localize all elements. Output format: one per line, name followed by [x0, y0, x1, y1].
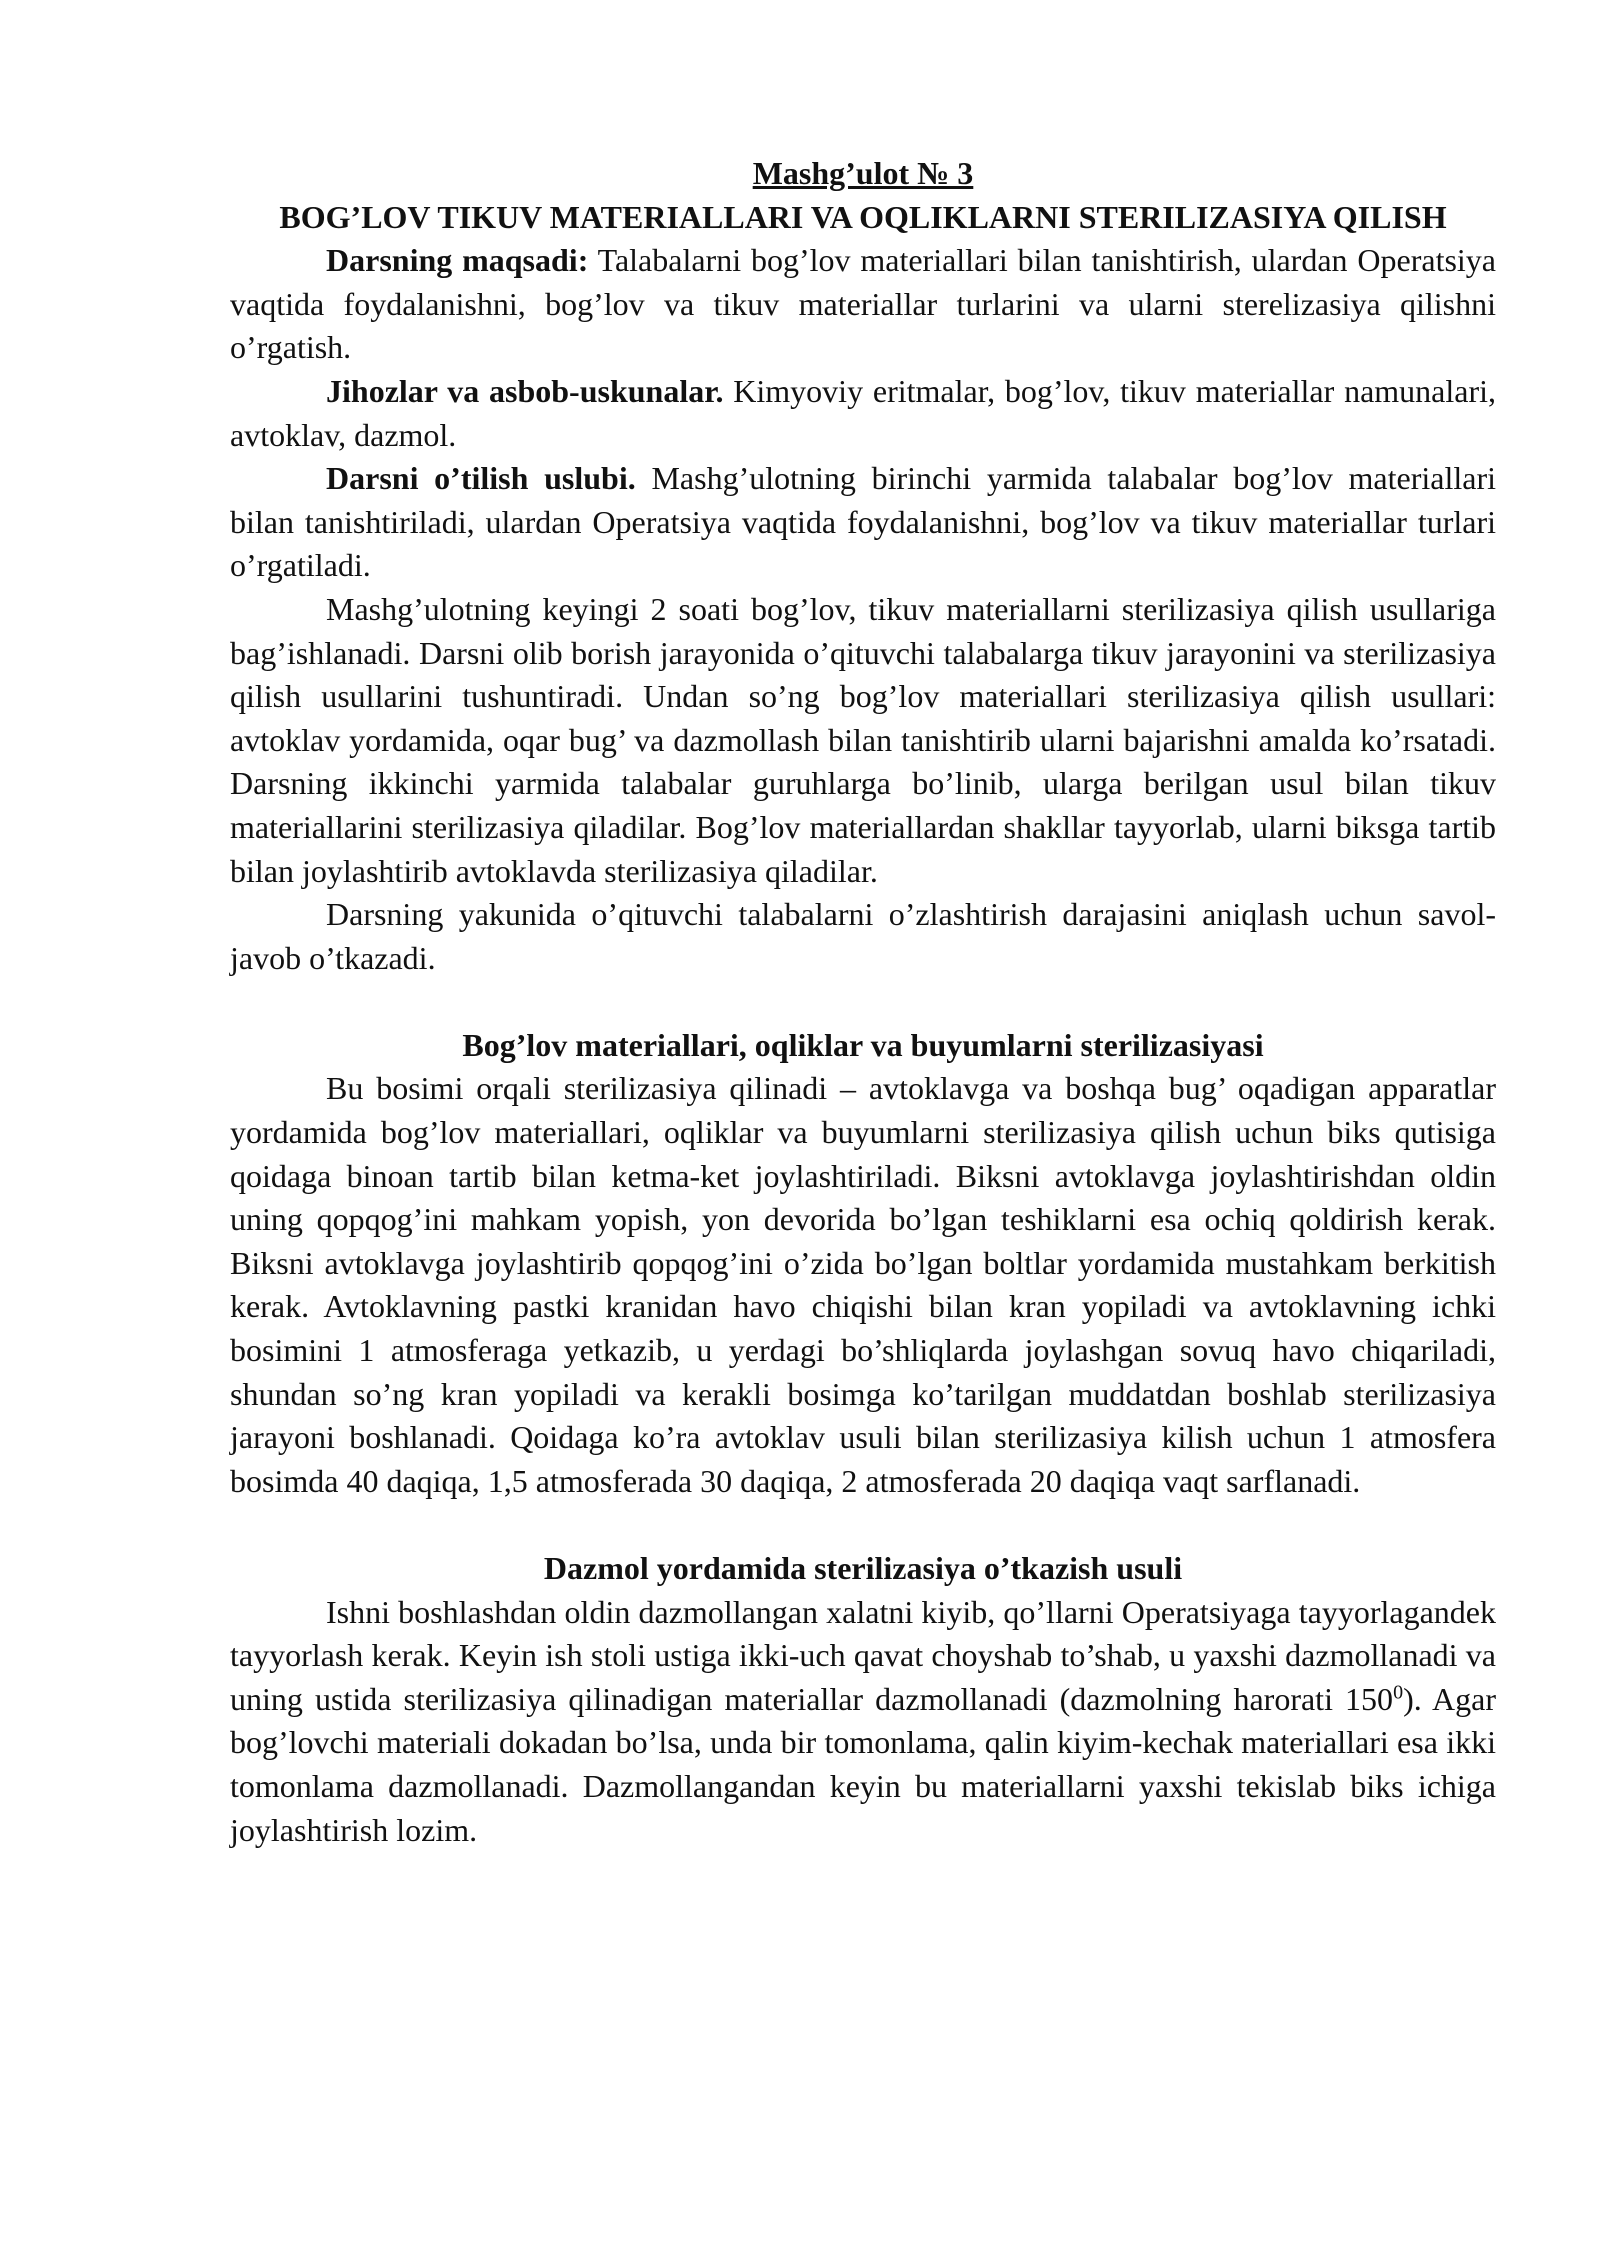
- equipment-text: Kimyoviy eritmalar, bog’lov, tikuv materiallar namunalari, avtoklav, dazmol.: [230, 372, 1497, 453]
- method-text: Mashg’ulotning birinchi yarmida talabalar bog’lov materiallari bilan tanishtiriladi, ulardan Operatsiya vaqtida foydalanishni, bog’lov va tikuv materiallar turlari o’rgatiladi.: [230, 460, 1497, 584]
- goal-paragraph: [230, 239, 1496, 370]
- method-paragraph: [230, 457, 1496, 588]
- method-label: Darsni o’tilish uslubi.: [326, 460, 636, 497]
- section2-heading: Dazmol yordamida sterilizasiya o’tkazish usuli: [543, 1550, 1183, 1586]
- goal-label: Darsning maqsadi:: [326, 242, 589, 279]
- conclusion-paragraph: Darsning yakunida o’qituvchi talabalarni o’zlashtirish darajasini aniqlash uchun savol-javob o’tkazadi.: [230, 896, 1496, 976]
- spacer: [230, 1503, 1496, 1547]
- section1-paragraph: Bu bosimi orqali sterilizasiya qilinadi – avtoklavga va boshqa bug’ oqadigan apparatlar yordamida bog’lov materiallari, oqliklar va buyumlarni sterilizasiya qilish uchun biks qutisiga qoidaga binoan tartib bilan ketma-ket joylashtiriladi. Biksni avtoklavga joylashtirishdan oldin uning qopqog’ini mahkam yopish, yon devorida bo’lgan teshiklarni esa ochiq qoldirish kerak. Biksni avtoklavga joylashtirib qopqog’ini o’zida bo’lgan boltlar yordamida mustahkam berkitish kerak. Avtoklavning pastki kranidan havo chiqishi bilan kran yopiladi va avtoklavning ichki bosimini 1 atmosferaga yetkazib, u yerdagi bo’shliqlarda joylashgan sovuq havo chiqariladi, shundan so’ng kran yopiladi va kerakli bosimga ko’tarilgan muddatdan boshlab sterilizasiya jarayoni boshlanadi. Qoidaga ko’ra avtoklav usuli bilan sterilizasiya kilish uchun 1 atmosfera bosimda 40 daqiqa, 1,5 atmosferada 30 daqiqa, 2 atmosferada 20 daqiqa vaqt sarflanadi.: [230, 1070, 1496, 1499]
- document-page: [230, 152, 1496, 1852]
- section2-text-a: Ishni boshlashdan oldin dazmollangan xalatni kiyib, qo’llarni Operatsiyaga tayyorlagandek tayyorlash kerak. Keyin ish stoli ustiga ikki-uch qavat choyshab to’shab, u yaxshi dazmollanadi va uning ustida sterilizasiya qilinadigan materiallar dazmollanadi (dazmolning harorati 150: [230, 1593, 1496, 1717]
- degree-superscript: 0: [1393, 1681, 1404, 1704]
- equipment-label: Jihozlar va asbob-uskunalar.: [326, 372, 724, 409]
- second-part-paragraph: Mashg’ulotning keyingi 2 soati bog’lov, tikuv materiallarni sterilizasiya qilish usullariga bag’ishlanadi. Darsni olib borish jarayonida o’qituvchi talabalarga tikuv jarayonini va sterilizasiya qilish usullarini tushuntiradi. Undan so’ng bog’lov materiallari sterilizasiya qilish usullari: avtoklav yordamida, oqar bug’ va dazmollash bilan tanishtirib ularni bajarishni amalda ko’rsatadi. Darsning ikkinchi yarmida talabalar guruhlarga bo’linib, ularga berilgan usul bilan tikuv materiallarini sterilizasiya qiladilar. Bog’lov materiallardan shakllar tayyorlab, ularni biksga tartib bilan joylashtirib avtoklavda sterilizasiya qiladilar.: [230, 590, 1496, 889]
- spacer: [230, 980, 1496, 1024]
- section1-heading: Bog’lov materiallari, oqliklar va buyumlarni sterilizasiyasi: [462, 1026, 1264, 1063]
- lesson-number: Mashg’ulot № 3: [752, 155, 974, 191]
- equipment-paragraph: [230, 370, 1496, 457]
- document-title: BOG’LOV TIKUV MATERIALLARI VA OQLIKLARNI STERILIZASIYA QILISH: [279, 198, 1447, 235]
- goal-text: Talabalarni bog’lov materiallari bilan tanishtirish, ulardan Operatsiya vaqtida foydalanishni, bog’lov va tikuv materiallar turlarini va ularni sterelizasiya qilishni o’rgatish.: [230, 242, 1497, 366]
- section2-text-b: ). Agar bog’lovchi materiali dokadan bo’lsa, unda bir tomonlama, qalin kiyim-kechak materiallari esa ikki tomonlama dazmollanadi. Dazmollangandan keyin bu materiallarni yaxshi tekislab biks ichiga joylashtirish lozim.: [230, 1680, 1497, 1848]
- section2-paragraph: [230, 1591, 1496, 1853]
